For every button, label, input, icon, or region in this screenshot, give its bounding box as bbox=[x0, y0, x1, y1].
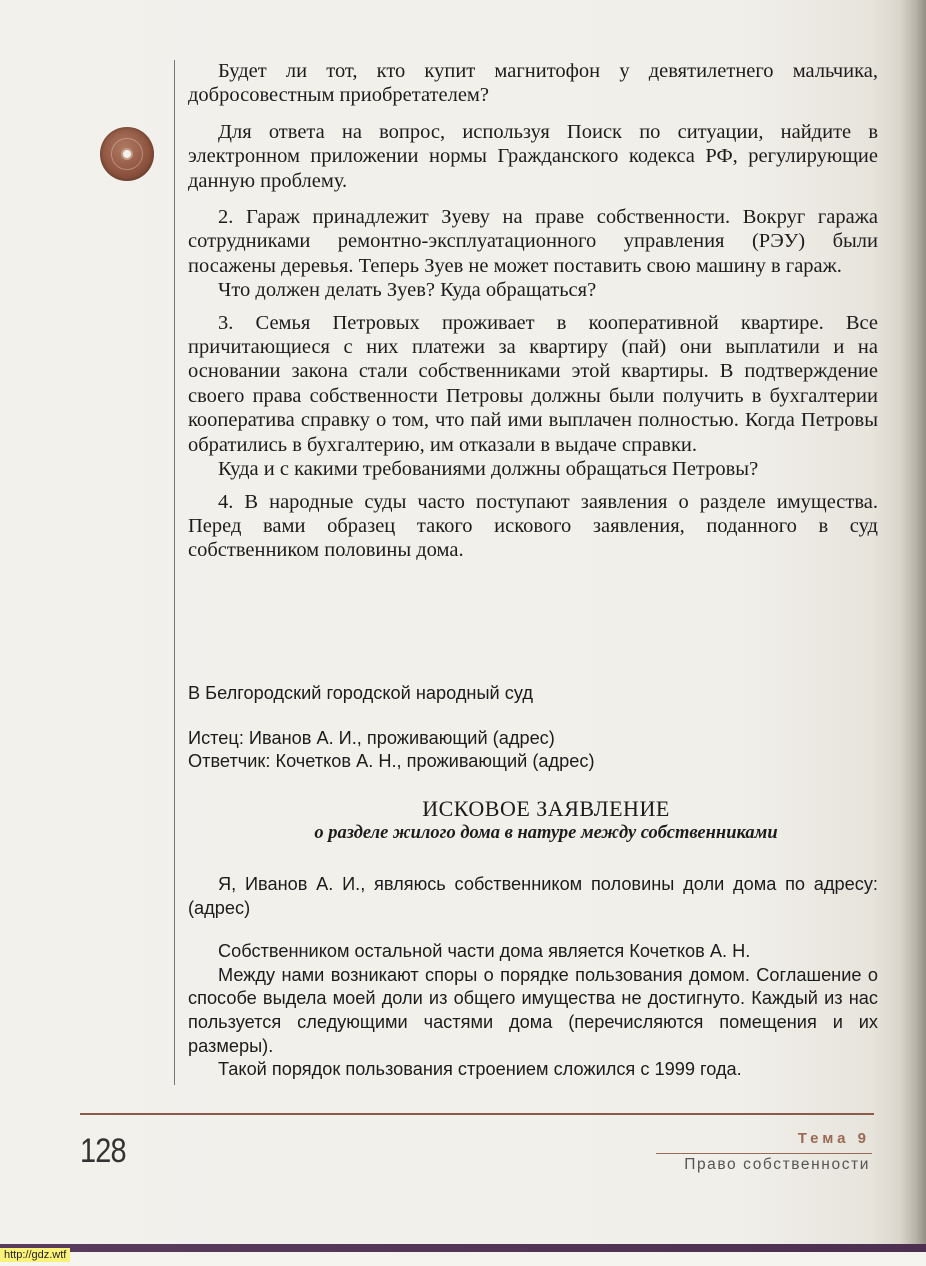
claim-body bbox=[188, 873, 878, 1082]
claim-title: ИСКОВОЕ ЗАЯВЛЕНИЕ bbox=[422, 796, 670, 821]
footer-bar bbox=[0, 1244, 926, 1252]
task-3: 3. Семья Петровых проживает в кооперативной квартире. Все причитающиеся с них платежи за квартиру (пай) они выплатили и на основании закона стали собственниками этой квартиры. В подтверждение своего права собственности Петровы должны были получить в бухгалтерии кооператива справку о том, что пай ими выплачен полностью. Когда Петровы обратились в бухгалтерию, им отказали в выдаче справки. bbox=[188, 311, 878, 456]
tasks-text bbox=[188, 59, 878, 563]
theme-label: Тема 9 bbox=[797, 1130, 870, 1147]
margin-rule bbox=[174, 60, 175, 1085]
theme-rule bbox=[656, 1153, 872, 1154]
paragraph: Будет ли тот, кто купит магнитофон у девятилетнего мальчика, добросовестным приобретателем? bbox=[188, 60, 878, 107]
claim-subtitle: о разделе жилого дома в натуре между собственниками bbox=[314, 823, 778, 843]
footer-strip bbox=[0, 1252, 926, 1266]
paragraph: Для ответа на вопрос, используя Поиск по ситуации, найдите в электронном приложении нормы Гражданского кодекса РФ, регулирующие данную проблему. bbox=[188, 120, 878, 192]
task-2: 2. Гараж принадлежит Зуеву на праве собственности. Вокруг гаража сотрудниками ремонтно-эксплуатационного управления (РЭУ) были посажены деревья. Теперь Зуев не может поставить свою машину в гараж. bbox=[188, 206, 878, 277]
theme-title: Право собственности bbox=[684, 1156, 870, 1173]
task-4: 4. В народные суды часто поступают заявления о разделе имущества. Перед вами образец такого искового заявления, поданного в суд собственником половины дома. bbox=[188, 490, 878, 562]
claim-plaintiff: Истец: Иванов А. И., проживающий (адрес) bbox=[188, 728, 555, 748]
spine-shadow bbox=[900, 0, 926, 1266]
footer-rule bbox=[80, 1113, 874, 1115]
claim-court: В Белгородский городской народный суд bbox=[188, 683, 533, 703]
claim-defendant: Ответчик: Кочетков А. Н., проживающий (адрес) bbox=[188, 751, 595, 771]
task-2-question: Что должен делать Зуев? Куда обращаться? bbox=[218, 279, 597, 302]
claim-paragraph: Собственником остальной части дома является Кочетков А. Н. bbox=[218, 941, 751, 962]
claim-paragraph: Я, Иванов А. И., являюсь собственником половины доли дома по адресу: (адрес) bbox=[188, 874, 878, 918]
task-3-question: Куда и с какими требованиями должны обращаться Петровы? bbox=[218, 458, 759, 481]
watermark-link[interactable]: http://gdz.wtf bbox=[0, 1248, 70, 1262]
page-number: 128 bbox=[80, 1132, 126, 1170]
cd-disc-icon bbox=[100, 127, 154, 181]
claim-paragraph: Такой порядок пользования строением сложился с 1999 года. bbox=[218, 1059, 742, 1080]
claim-paragraph: Между нами возникают споры о порядке пользования домом. Соглашение о способе выдела моей доли из общего имущества не достигнуто. Каждый из нас пользуется следующими частями дома (перечисляются помещения и их размеры). bbox=[188, 964, 878, 1056]
